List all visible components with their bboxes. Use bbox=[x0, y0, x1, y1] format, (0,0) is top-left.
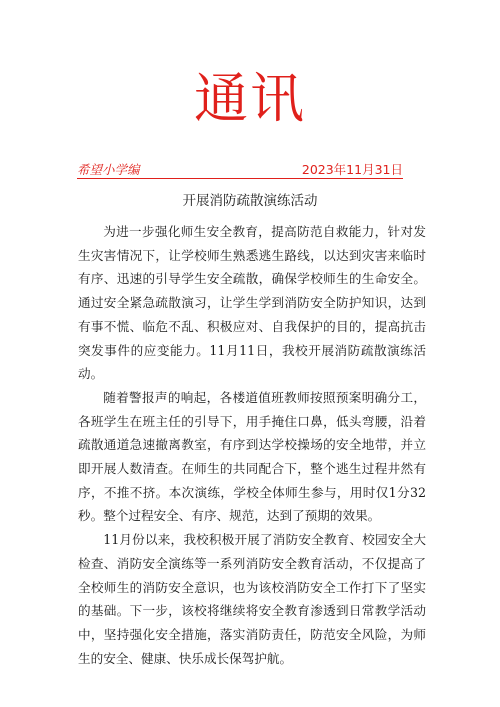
article-headline: 开展消防疏散演练活动 bbox=[182, 193, 318, 209]
article-paragraph-3: 11月份以来，我校积极开展了消防安全教育、校园安全大检查、消防安全演练等一系列消防安全教育活动，不仅提高了全校师生的消防安全意识，也为该校消防安全工作打下了坚实的基础。下一步，该校将继续将安全教育渗透到日常教学活动中，坚持强化安全措施，落实消防责任，防范安全风险，为师生的安全、健康、快乐成长保驾护航。 bbox=[78, 532, 426, 666]
masthead-title: 通讯 bbox=[194, 67, 306, 130]
publisher-label: 希望小学编 bbox=[77, 162, 140, 177]
article-paragraph-1: 为进一步强化师生安全教育，提高防范自救能力，针对发生灾害情况下，让学校师生熟悉逃生路线，以达到灾害来临时有序、迅速的引导学生安全疏散，确保学校师生的生命安全。通过安全紧急疏散演习，让学生学到消防安全防护知识，达到有事不慌、临危不乱、积极应对、自我保护的目的，提高抗击突发事件的应变能力。11月11日，我校开展消防疏散演练活动。 bbox=[78, 224, 426, 382]
article-body bbox=[78, 220, 426, 670]
header-divider bbox=[77, 178, 403, 179]
meta-row bbox=[77, 160, 403, 180]
issue-date: 2023年11月31日 bbox=[301, 162, 403, 177]
article-paragraph-2: 随着警报声的响起，各楼道值班教师按照预案明确分工，各班学生在班主任的引导下，用手掩住口鼻，低头弯腰，沿着疏散通道急速撤离教室，有序到达学校操场的安全地带，并立即开展人数清查。在师生的共同配合下，整个逃生过程井然有序，不推不挤。本次演练，学校全体师生参与，用时仅1分32秒。整个过程安全、有序、规范，达到了预期的效果。 bbox=[78, 389, 426, 524]
